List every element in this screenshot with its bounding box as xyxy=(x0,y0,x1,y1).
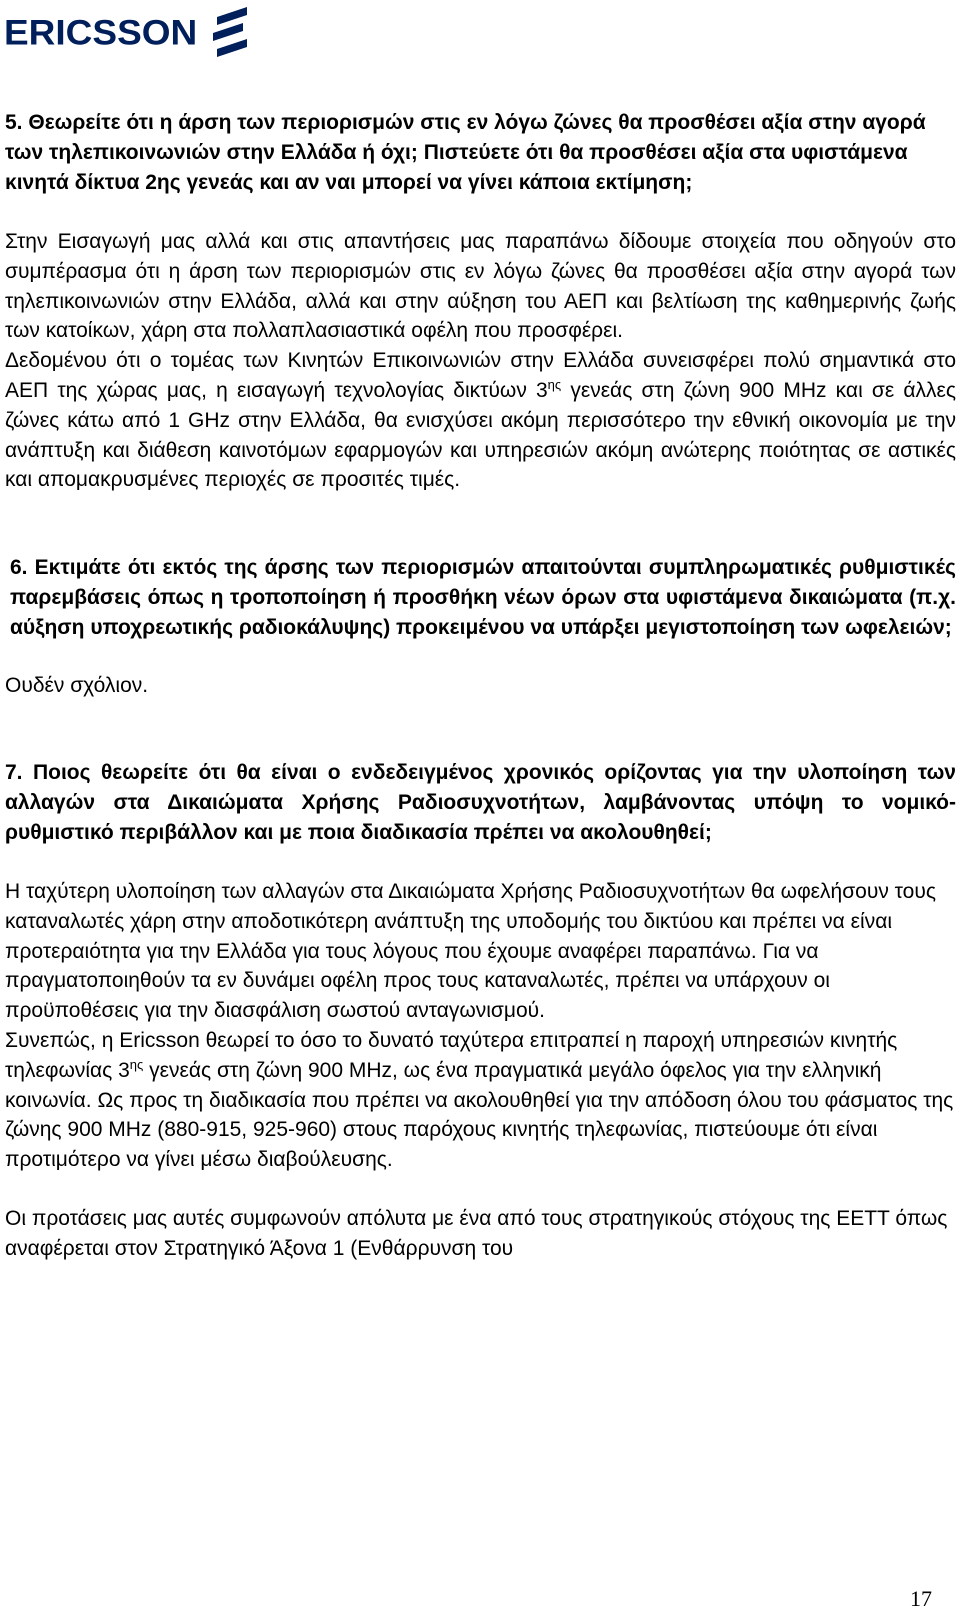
answer-5-paragraph-1: Στην Εισαγωγή μας αλλά και στις απαντήσεις μας παραπάνω δίδουμε στοιχεία που οδηγούν στο συμπέρασμα ότι η άρση των περιορισμών στις εν λόγω ζώνες θα προσθέσει αξία στην αγορά των τηλεπικοινωνιών στην Ελλάδα, αλλά και στην αύξηση του ΑΕΠ και βελτίωση της καθημερινής ζωής των κατοίκων, χάρη στα πολλαπλασιαστικά οφέλη που προσφέρει. xyxy=(5,230,956,343)
answer-5-paragraph-2: Δεδομένου ότι ο τομέας των Κινητών Επικοινωνιών στην Ελλάδα συνεισφέρει πολύ σημαντικά στο ΑΕΠ της χώρας μας, η εισαγωγή τεχνολογίας δικτύων $3^{\eta\varsigma}$ γενεάς στη ζώνη 900 MHz και σε άλλες ζώνες κάτω από 1 GHz στην Ελλάδα, θα ενισχύσει ακόμη περισσότερο την εθνική οικονομία με την ανάπτυξη και διάθεση καινοτόμων εφαρμογών και υπηρεσιών ακόμη ανώτερης ποιότητας σε αστικές και απομακρυσμένες περιοχές σε προσιτές τιμές. xyxy=(5,349,956,492)
question-7-number: 7. xyxy=(5,760,23,784)
answer-7-paragraph-2: Συνεπώς, η Ericsson θεωρεί το όσο το δυνατό ταχύτερα επιτραπεί η παροχή υπηρεσιών κινητής τηλεφωνίας $3^{\eta\varsigma}$ γενεάς στη ζώνη 900 MHz, ως ένα πραγματικά μεγάλο όφελος για την ελληνική κοινωνία. Ως προς τη διαδικασία που πρέπει να ακολουθηθεί για την απόδοση όλου του φάσματος της ζώνης 900 MHz (880-915, 925-960) στους παρόχους κινητής τηλεφωνίας, πιστεύουμε ότι είναι προτιμότερο να γίνει μέσω διαβούλευσης. xyxy=(5,1028,954,1172)
question-7-text: Ποιος θεωρείτε ότι θα είναι ο ενδεδειγμένος χρονικός ορίζοντας για την υλοποίηση των αλλαγών στα Δικαιώματα Χρήσης Ραδιοσυχνοτήτων, λαμβάνοντας υπόψη το νομικό-ρυθμιστικό περιβάλλον και με ποια διαδικασία πρέπει να ακολουθηθεί; xyxy=(5,760,956,844)
page-number: 17 xyxy=(910,1586,932,1611)
answer-7-paragraph-1: Η ταχύτερη υλοποίηση των αλλαγών στα Δικαιώματα Χρήσης Ραδιοσυχνοτήτων θα ωφελήσουν τους καταναλωτές χάρη στην αποδοτικότερη ανάπτυξη της υποδομής του δικτύου και πρέπει να είναι προτεραιότητα για την Ελλάδα για τους λόγους που έχουμε αναφέρει παραπάνω. Για να πραγματοποιηθούν τα εν δυνάμει οφέλη προς τους καταναλωτές, πρέπει να υπάρχουν οι προϋποθέσεις για την διασφάλιση σωστού ανταγωνισμού. xyxy=(5,879,936,1023)
logo-wordmark: ERICSSON xyxy=(4,12,198,52)
ericsson-three-bar-icon xyxy=(211,6,251,58)
document-body xyxy=(5,108,956,1264)
question-7 xyxy=(5,758,956,848)
question-5-number: 5. xyxy=(5,111,23,134)
question-6 xyxy=(5,553,956,643)
question-5-text: Θεωρείτε ότι η άρση των περιορισμών στις εν λόγω ζώνες θα προσθέσει αξία στην αγορά των τηλεπικοινωνιών στην Ελλάδα ή όχι; Πιστεύετε ότι θα προσθέσει αξία στα υφιστάμενα κινητά δίκτυα 2ης γενεάς και αν ναι μπορεί να γίνει κάποια εκτίμηση; xyxy=(5,111,926,194)
answer-7-paragraph-3: Οι προτάσεις μας αυτές συμφωνούν απόλυτα με ένα από τους στρατηγικούς στόχους της ΕΕΤΤ όπως αναφέρεται στον Στρατηγικό Άξονα 1 (Ενθάρρυνση του xyxy=(5,1206,948,1260)
question-6-text: Εκτιμάτε ότι εκτός της άρσης των περιορισμών απαιτούνται συμπληρωματικές ρυθμιστικές παρεμβάσεις όπως η τροποποίηση ή προσθήκη νέων όρων στα υφιστάμενα δικαιώματα (π.χ. αύξηση υποχρεωτικής ραδιοκάλυψης) προκειμένου να υπάρξει μεγιστοποίηση των ωφελειών; xyxy=(10,556,956,640)
ericsson-logo xyxy=(4,4,251,60)
question-6-number: 6. xyxy=(10,556,28,580)
question-5 xyxy=(5,108,956,198)
answer-6-paragraph-1: Ουδέν σχόλιον. xyxy=(5,674,149,698)
